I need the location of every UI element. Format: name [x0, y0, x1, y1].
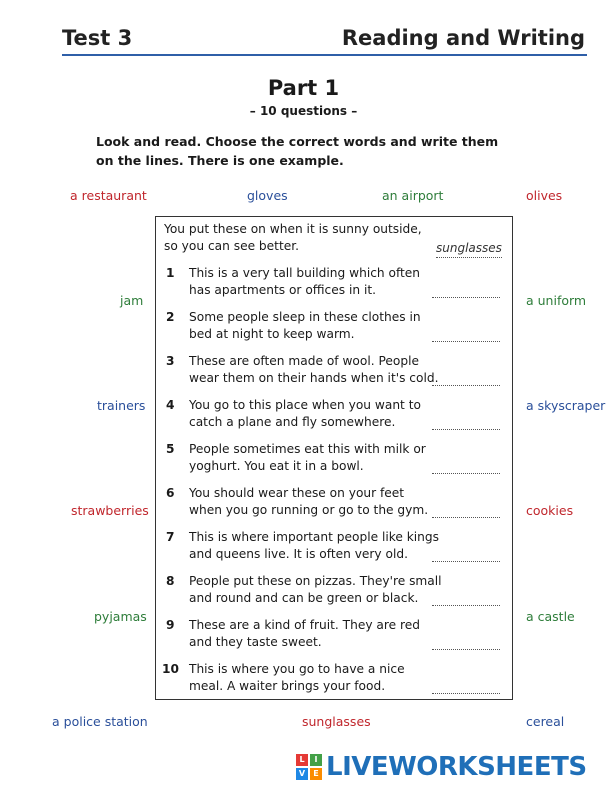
- word-cookies[interactable]: cookies: [526, 503, 574, 518]
- word-airport[interactable]: an airport: [382, 188, 444, 203]
- word-olives[interactable]: olives: [526, 188, 563, 203]
- word-strawberries[interactable]: strawberries: [71, 503, 149, 518]
- part-title: Part 1: [267, 76, 340, 100]
- answer-field-4[interactable]: [432, 414, 500, 430]
- questions-box: You put these on when it is sunny outside, so you can see better. sunglasses 1 This is a very tall building which often has apartments or offices in it. 2 Some people sleep in these clothes in bed at night to keep warm. 3 These are often made of wool. People wear them on their hands when it's cold. 4 You go to this place when you want to catch a plane and fly somewhere. 5 People sometimes eat this with milk or yoghurt. You eat it in a bowl. 6 You should wear these on your feet when you go running or go to the gym. 7 This is where important people like kings and queens live. It is often very old. 8 People put these on pizzas. They're small and round and can be green or black. 9 These are a kind of fruit. They are red and they taste sweet. 10 This is where you go to have a nice meal. A waiter brings your food.: [155, 216, 513, 700]
- answer-field-6[interactable]: [432, 502, 500, 518]
- answer-field-5[interactable]: [432, 458, 500, 474]
- section-title: Reading and Writing: [341, 26, 585, 50]
- answer-field-7[interactable]: [432, 546, 500, 562]
- answer-field-8[interactable]: [432, 590, 500, 606]
- logo-text: LIVEWORKSHEETS: [326, 752, 587, 782]
- word-police-station[interactable]: a police station: [52, 714, 148, 729]
- answer-field-9[interactable]: [432, 634, 500, 650]
- liveworksheets-logo: [296, 752, 587, 782]
- instructions: Look and read. Choose the correct words and write them on the lines. There is one example.: [96, 134, 499, 168]
- word-skyscraper[interactable]: a skyscraper: [526, 398, 606, 413]
- header-divider: [62, 54, 587, 56]
- word-restaurant[interactable]: a restaurant: [70, 188, 147, 203]
- word-pyjamas[interactable]: pyjamas: [94, 609, 147, 624]
- answer-field-10[interactable]: [432, 678, 500, 694]
- test-label: Test 3: [62, 26, 133, 50]
- word-castle[interactable]: a castle: [526, 609, 575, 624]
- word-trainers[interactable]: trainers: [97, 398, 146, 413]
- answer-field-1[interactable]: [432, 282, 500, 298]
- part-subtitle: – 10 questions –: [249, 104, 358, 118]
- answer-field-2[interactable]: [432, 326, 500, 342]
- word-uniform[interactable]: a uniform: [526, 293, 587, 308]
- logo-mark-icon: L I V E: [296, 754, 322, 780]
- word-sunglasses[interactable]: sunglasses: [302, 714, 371, 729]
- example-text: You put these on when it is sunny outside, so you can see better.: [164, 222, 422, 253]
- example-answer: sunglasses: [436, 240, 502, 258]
- word-cereal[interactable]: cereal: [526, 714, 565, 729]
- answer-field-3[interactable]: [432, 370, 500, 386]
- word-gloves[interactable]: gloves: [247, 188, 288, 203]
- word-jam[interactable]: jam: [120, 293, 144, 308]
